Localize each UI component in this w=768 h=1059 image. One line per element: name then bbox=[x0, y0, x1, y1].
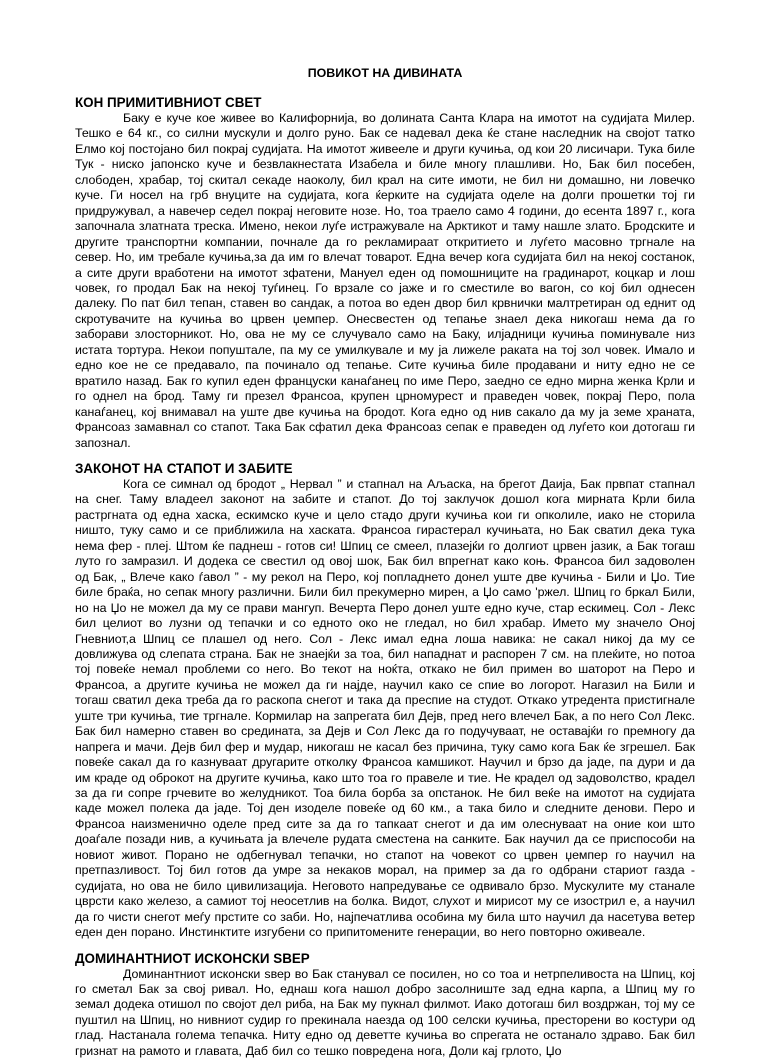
document-page bbox=[75, 65, 695, 1058]
section-heading: КОН ПРИМИТИВНИОТ СВЕТ bbox=[75, 95, 262, 110]
section-heading: ЗАКОНОТ НА СТАПОТ И ЗАБИТЕ bbox=[75, 460, 293, 476]
section-heading: ДОМИНАНТНИОТ ИСКОНСКИ ЅВЕР bbox=[75, 950, 310, 966]
section-paragraph: Кога се симнал од бродот „ Нервал ” и стапнал на Аљаска, на брегот Даија, Бак првпат стапнал на снег. Таму владеел законот на забите и стапот. До тој заклучок дошол кога мирната Крли била растргната од една хаска, ескимско куче и цело стадо други кучиња кои ги опколиле, иако не сторила ништо, туку само и се приближила на хаската. Франсоа гирастерал кучињата, но Бак сватил дека тука нема фер - плеј. Штом ќе паднеш - готов си! Шпиц се смеел, плазејќи го долгиот црвен јазик, а Бак тогаш луто го замразил. И додека се свестил од овој шок, Бак бил впрегнат како коњ. Франсоа бил задоволен од Бак, „ Влече како ѓавол ” - му рекол на Перо, кој попладнето донел уште две кучиња - Били и Џо. Тие биле браќа, но сепак многу различни. Били бил прекумерно мирен, а Џо само 'ржел. Шпиц го бркал Били, но на Џо не можел да му се прави мангуп. Вечерта Перо донел уште едно куче, стар ескимец. Сол - Лекс бил целиот во лузни од тепачки и со едното око не гледал, но бил храбар. Името му значело Оној Гневниот,а Шпиц се плашел од него. Сол - Лекс имал една лоша навика: не сакал никој да му се довлижува од слепата страна. Бак не знаејќи за тоа, бил нападнат и распорен 7 см. на плеќите, но потоа тој повеќе немал проблеми со него. Во текот на ноќта, откако не бил примен во шаторот на Перо и Франсоа, а другите кучиња не можел да ги најде, научил како се спие во логорот. Нагазил на Били и тогаш сватил дека треба да го раскопа снегот и така да преспие на студот. Откако утредента пристигнале уште три кучиња, тие тргнале. Кормилар на запрегата бил Дејв, пред него влечел Бак, а по него Сол Лекс. Бак бил намерно ставен во средината, за Дејв и Сол Лекс да го подучуваат, не оставајќи го премногу да напрега и мачи. Дејв бил фер и мудар, никогаш не касал без причина, туку само кога Бак ќе згрешел. Бак повеќе сакал да го казнуваат другарите отколку Франсоа камшикот. Научил и брзо да јаде, па дури и да им краде од оброкот на другите кучиња, како што тоа го правеле и тие. Не крадел од задоволство, крадел за да ги сопре грчевите во желудникот. Тоа била борба за опстанок. Не бил веќе на имотот на судијата каде можел полека да јаде. Тој ден изоделе повеќе од 60 км., а така било и следните денови. Перо и Франсоа наизменично оделе пред сите за да го тапкаат снегот и да им олеснуваат на оние кои што доаѓале позади нив, а кучињата ја влечеле рудата сместена на санките. Бак научил да се приспособи на новиот живот. Порано не одбегнувал тепачки, но стапот на човекот со црвен џемпер го научил на претпазливост. Тој бил готов да умре за некаков морал, на пример за да го одбрани стариот газда - судијата, но ова не било цивилизација. Неговото напредување се одвивало брзо. Мускулите му станале цврсти како железо, а самиот тој неосетлив на болка. Видот, слухот и мирисот му се изострил е, а научил да го чисти снегот меѓу прстите со заби. Но, најпечатлива особина му била што научил да насетува ветер еден ден порано. Инстинктите изгубени со припитомените генерации, во него повторно оживеале. bbox=[75, 476, 695, 940]
section-paragraph: Баку е куче кое живее во Калифорнија, во долината Санта Клара на имотот на судијата Милер. Тешко е 64 кг., со силни мускули и долго руно. Бак се надевал дека ќе стане наследник на својот татко Елмо кој постојано бил покрај судијата. На имотот живееле и други кучиња, од кои 20 лисичари. Тука биле Тук - ниско јапонско куче и безвлакнестата Изабела и биле многу плашливи. Но, Бак бил посебен, слободен, храбар, тој скитал секаде наоколу, бил крал на сите имоти, не бил ни домашно, ни ловечко куче. Ги носел на грб внуците на судијата, кога ќерките на судијата оделе на долги прошетки тој ги придружувал, а навечер седел покрај неговите нозе. Но, тоа траело само 4 години, до есента 1897 г., кога започнала златната треска. Имено, некои луѓе истражувале на Арктикот и таму нашле злато. Бродските и другите транспортни компании, почнале да го рекламираат откритието и луѓето масовно тргнале на север. Но, им требале кучиња,за да им го влечат товарот. Една вечер кога судијата бил на некој состанок, а сите други вработени на имотот зфатени, Мануел еден од помошниците на градинарот, коцкар и лош човек, го продал Бак на некој туѓинец. Го врзале со јаже и го сместиле во вагон, со кој бил однесен далеку. По пат бил тепан, ставен во сандак, а потоа во еден двор бил крвнички малтретиран од еднит од скротувачите на кучиња во црвен џемпер. Онесвестен од тепање знаел дека никогаш нема да го заборави злосторникот. Но, ова не му се случувало само на Баку, илјадници кучиња поминувале низ истата тортура. Некои попуштале, па му се умилкувале и му ја лижеле раката на тој зол човек. Имало и едно кое не се предавало, па починало од тепање. Сите кучиња биле продавани и ниту едно не се вратило назад. Бак го купил еден француски канаѓанец по име Перо, заедно се едно мирна женка Крли и го однел на брод. Таму ги презел Франсоа, крупен црномурест и праведен човек, покрај Перо, пола канаѓанец, кој внимавал на уште две кучиња на бродот. Кога едно од нив сакало да му ја земе храната, Франсоаз замавнал со стапот. Така Бак сфатил дека Франсоаз сепак е праведен од луѓето кои дотогаш ги запознал. bbox=[75, 111, 695, 450]
document-title: ПОВИКОТ НА ДИВИНАТА bbox=[307, 66, 463, 80]
section-paragraph: Доминантниот исконски ѕвер во Бак станувал се посилен, но со тоа и нетрпеливоста на Шпиц, кој го сметал Бак за свој ривал. Но, еднаш кога нашол добро засолниште зад една карпа, а Шпиц му го земал додека отишол по својот дел риба, на Бак му пукнал филмот. Иако дотогаш бил воздржан, тој му се пуштил на Шпиц, но нивниот судир го прекинала наезда од 100 селски кучиња, престорени во костури од глад. Настанала голема тепачка. Ниту едно од деветте кучиња во спрегата не останало здраво. Бак бил гризнат на рамото и главата, Даб бил со тешко повредена нога, Доли кај грлото, Џо bbox=[75, 966, 695, 1058]
section-primitive-world bbox=[75, 95, 695, 451]
section-dominant-primordial-beast bbox=[75, 951, 695, 1059]
section-law-of-club-and-fang bbox=[75, 461, 695, 941]
